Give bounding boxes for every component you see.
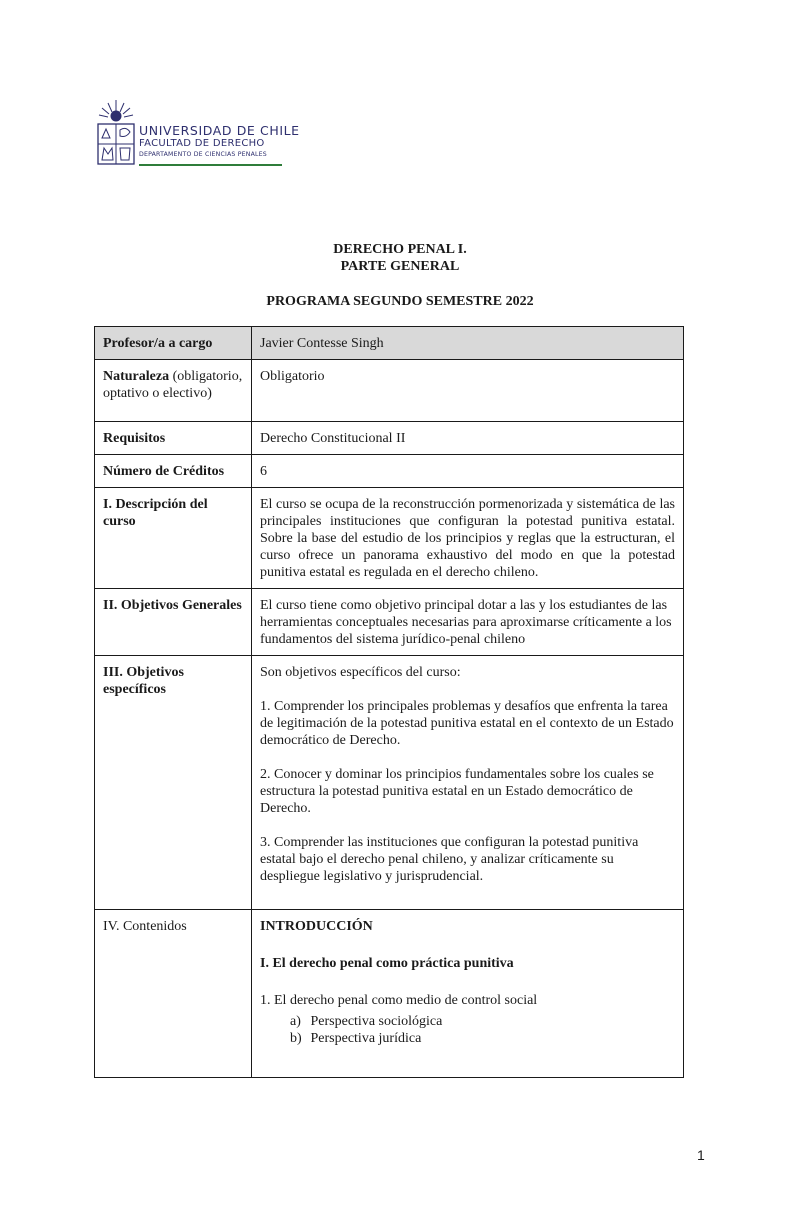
contents-heading: INTRODUCCIÓN: [260, 919, 373, 934]
department-name: DEPARTAMENTO DE CIENCIAS PENALES: [139, 151, 267, 158]
row-label: III. Objetivos específicos: [95, 656, 252, 910]
row-value: [252, 910, 684, 1078]
table-row: [95, 910, 684, 1078]
row-label: I. Descripción del curso: [95, 488, 252, 589]
row-value: 6: [252, 455, 684, 488]
contents-subitem: [260, 1030, 675, 1047]
table-row: [95, 656, 684, 910]
university-seal-icon: [96, 98, 136, 168]
table-row: [95, 360, 684, 422]
contents-subitem: [260, 1013, 675, 1030]
course-title: DERECHO PENAL I.: [333, 242, 467, 257]
row-label: Requisitos: [95, 422, 252, 455]
row-label: IV. Contenidos: [95, 910, 252, 1078]
row-label-note: (obligatorio, optativo o electivo): [103, 369, 243, 401]
page-number: 1: [697, 1147, 705, 1163]
table-row: [95, 589, 684, 656]
subitem-marker: b): [290, 1031, 302, 1046]
university-name: UNIVERSIDAD DE CHILE: [139, 123, 300, 138]
objective-item: 1. Comprender los principales problemas y desafíos que enfrenta la tarea de legitimación de la potestad punitiva estatal en el contexto de un Estado democrático de Derecho.: [260, 699, 674, 748]
table-row: [95, 488, 684, 589]
contents-item: 1. El derecho penal como medio de control social: [260, 993, 538, 1008]
subitem-text: Perspectiva jurídica: [310, 1031, 422, 1046]
table-row: [95, 455, 684, 488]
subitem-marker: a): [290, 1014, 301, 1029]
row-value: El curso se ocupa de la reconstrucción pormenorizada y sistemática de las principales instituciones que configuran la potestad punitiva estatal. Sobre la base del estudio de los principios y reglas que la estructuran, el curso ofrece un panorama exhaustivo del modo en que la potestad punitiva estatal es regulada en el derecho chileno.: [252, 488, 684, 589]
university-logo: [96, 98, 300, 168]
row-label: Número de Créditos: [95, 455, 252, 488]
row-value: Derecho Constitucional II: [252, 422, 684, 455]
program-title: PROGRAMA SEGUNDO SEMESTRE 2022: [266, 294, 534, 309]
row-label: [95, 360, 252, 422]
row-label: II. Objetivos Generales: [95, 589, 252, 656]
faculty-name: FACULTAD DE DERECHO: [139, 138, 265, 149]
row-value: El curso tiene como objetivo principal dotar a las y los estudiantes de las herramientas conceptuales necesarias para aproximarse críticamente a los fundamentos del sistema jurídico-penal chileno: [252, 589, 684, 656]
row-label: Profesor/a a cargo: [95, 327, 252, 360]
logo-divider: [139, 164, 282, 166]
objective-item: 3. Comprender las instituciones que configuran la potestad punitiva estatal bajo el derecho penal chileno, y analizar críticamente su despliegue legislativo y jurisprudencial.: [260, 835, 639, 884]
row-value: [252, 656, 684, 910]
objectives-intro: Son objetivos específicos del curso:: [260, 665, 461, 680]
row-value: Javier Contesse Singh: [252, 327, 684, 360]
row-value: Obligatorio: [252, 360, 684, 422]
program-table: [94, 326, 684, 1078]
table-row: [95, 422, 684, 455]
row-label-title: Naturaleza: [103, 369, 170, 384]
subitem-text: Perspectiva sociológica: [310, 1014, 443, 1029]
contents-section: I. El derecho penal como práctica punitiva: [260, 956, 514, 971]
table-row: [95, 327, 684, 360]
objective-item: 2. Conocer y dominar los principios fundamentales sobre los cuales se estructura la potestad punitiva estatal en un Estado democrático de Derecho.: [260, 767, 654, 816]
course-subtitle: PARTE GENERAL: [340, 259, 460, 274]
